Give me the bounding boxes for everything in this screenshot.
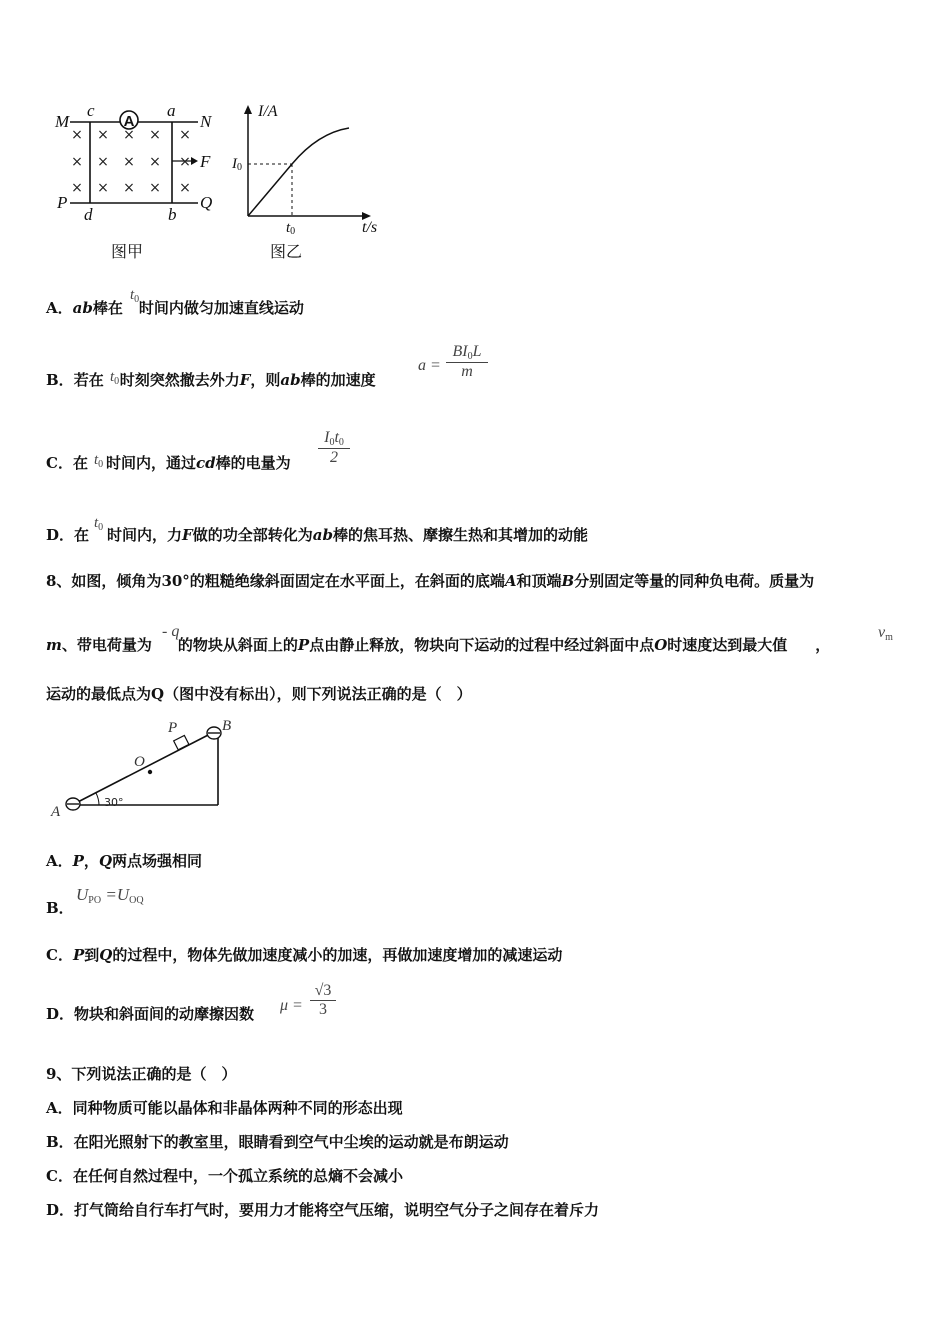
label-c: c [87, 101, 95, 120]
svg-text:×: × [97, 127, 109, 143]
svg-text:×: × [71, 127, 83, 143]
q8-stem-line3: 运动的最低点为Q（图中没有标出），则下列说法正确的是（ ） [46, 685, 472, 703]
t0-symbol-d: $t_0$ [94, 515, 104, 533]
svg-text:×: × [179, 127, 191, 143]
svg-text:×: × [123, 180, 135, 196]
label-b: b [168, 205, 177, 224]
x-axis-label: t/s [362, 219, 378, 236]
label-slope-P: P [168, 720, 178, 736]
slope-figure [46, 712, 246, 822]
label-P: P [57, 193, 68, 212]
formula-potential: $U_{PO} =U_{OQ}$ [76, 885, 144, 906]
svg-text:×: × [97, 180, 109, 196]
q8-option-c: C．P到Q的过程中，物体先做加速度减小的加速，再做加速度增加的减速运动 [46, 946, 563, 964]
svg-text:×: × [149, 180, 161, 196]
figure-yi-caption: 图乙 [269, 242, 303, 261]
svg-text:×: × [179, 180, 191, 196]
figure-jia [50, 100, 230, 265]
svg-text:I0: I0 [232, 156, 242, 173]
t0-label: t [286, 220, 291, 236]
formula-b-fraction: $\frac{BI_0L}{m}$ [446, 343, 488, 381]
label-slope-angle: 30° [104, 796, 124, 809]
formula-a-equals: a = [418, 357, 441, 374]
formula-c-fraction: $\frac{I_0t_0}{2}$ [318, 429, 350, 467]
svg-text:×: × [149, 127, 161, 143]
q7-option-d: D．在 时间内，力F做的功全部转化为ab棒的焦耳热、摩擦生热和其增加的动能 [46, 526, 588, 544]
svg-text:×: × [71, 180, 83, 196]
formula-mu: μ = [280, 997, 303, 1014]
q8-option-a: A．P，Q两点场强相同 [46, 852, 203, 870]
q9-option-a: A．同种物质可能以晶体和非晶体两种不同的形态出现 [46, 1099, 403, 1117]
label-Q: Q [200, 193, 213, 212]
q7-option-a: A．ab棒在 时间内做匀加速直线运动 [46, 299, 304, 317]
charge-symbol: - q [162, 623, 180, 640]
label-F: F [200, 152, 211, 171]
svg-text:×: × [149, 154, 161, 170]
svg-text:×: × [71, 154, 83, 170]
ammeter-label: A [123, 113, 135, 130]
t0-symbol-b: $t_0$ [110, 369, 120, 387]
q7-option-c: C．在 时间内，通过cd棒的电量为 [46, 454, 291, 472]
q9-stem: 9、下列说法正确的是（ ） [46, 1065, 237, 1083]
vm-symbol: $v_m$ [878, 624, 893, 643]
figure-jia-caption: 图甲 [110, 242, 144, 261]
svg-text:×: × [123, 127, 135, 143]
q8-option-d: D．物块和斜面间的动摩擦因数 [46, 1005, 255, 1023]
svg-text:t0: t0 [286, 220, 296, 237]
q8-stem-line1: 8、如图，倾角为30°的粗糙绝缘斜面固定在水平面上，在斜面的底端A和顶端B分别固定等量的同种负电荷。质量为 [46, 572, 815, 590]
q8-stem-line2: m、带电荷量为 的物块从斜面上的P点由静止释放，物块向下运动的过程中经过斜面中点O时速度达到最大值 ， [46, 636, 831, 654]
label-a: a [167, 101, 176, 120]
label-slope-O: O [134, 754, 145, 770]
svg-text:×: × [97, 154, 109, 170]
q8-option-b: B． [46, 899, 74, 917]
t0-symbol-a: $t_0$ [130, 287, 140, 305]
svg-text:×: × [179, 154, 191, 170]
q7-option-b: B．若在 时刻突然撤去外力F，则ab棒的加速度 [46, 371, 376, 389]
label-M: M [55, 112, 70, 131]
q9-option-c: C．在任何自然过程中，一个孤立系统的总熵不会减小 [46, 1167, 403, 1185]
label-slope-A: A [51, 804, 61, 820]
y-axis-label: I/A [258, 103, 278, 120]
label-N: N [200, 112, 212, 131]
t0-symbol-c: $t_0$ [94, 452, 104, 470]
formula-mu-fraction: $\frac{√3}{3}$ [310, 982, 336, 1019]
i0-label: I [232, 156, 237, 172]
label-d: d [84, 205, 93, 224]
q9-option-d: D．打气筒给自行车打气时，要用力才能将空气压缩，说明空气分子之间存在着斥力 [46, 1201, 600, 1219]
figure-yi [228, 100, 388, 265]
svg-text:×: × [123, 154, 135, 170]
label-slope-B: B [222, 718, 232, 734]
q9-option-b: B．在阳光照射下的教室里，眼睛看到空气中尘埃的运动就是布朗运动 [46, 1133, 509, 1151]
